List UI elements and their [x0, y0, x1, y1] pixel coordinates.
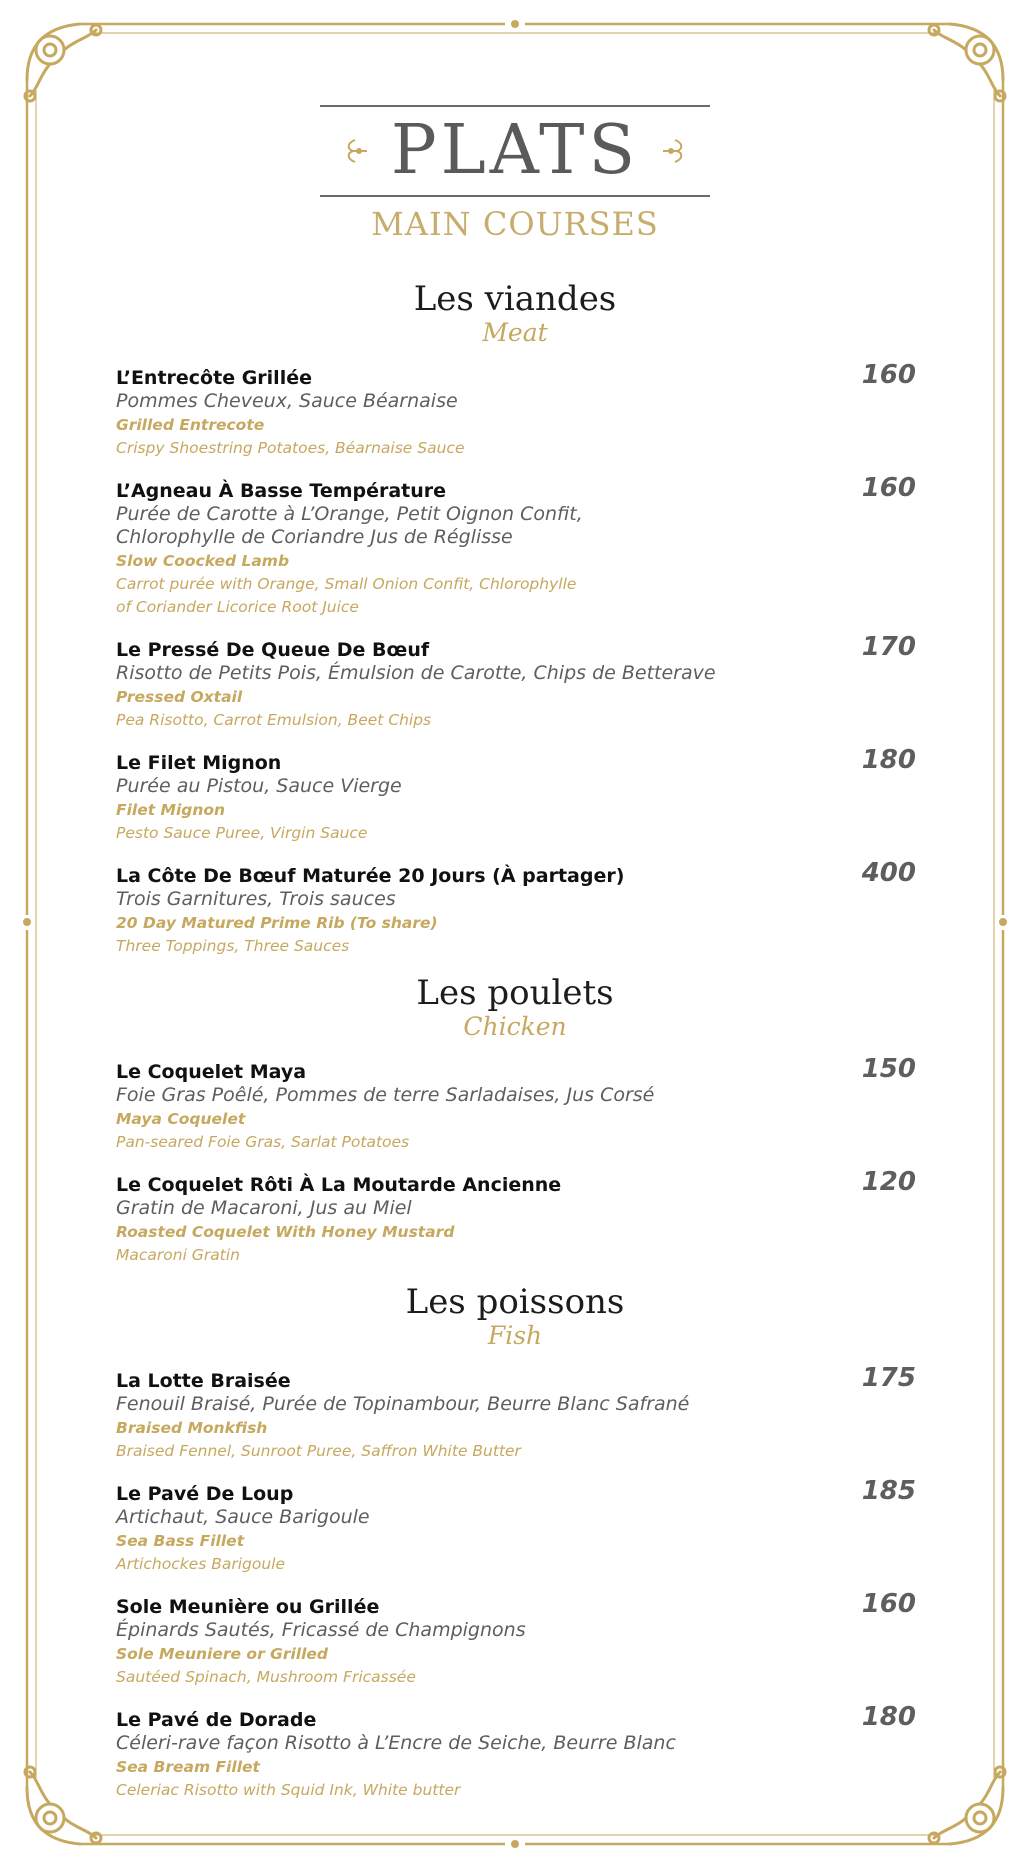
- section-title-en: Meat: [482, 318, 548, 347]
- item-description: Pommes Cheveux, Sauce Béarnaise: [116, 390, 458, 412]
- menu-item: [116, 1167, 916, 1267]
- item-description-en: Artichockes Barigoule: [116, 1555, 286, 1573]
- item-name-en: Sea Bass Fillet: [116, 1532, 245, 1550]
- item-description: Risotto de Petits Pois, Émulsion de Carotte, Chips de Betterave: [116, 662, 716, 684]
- menu-item: [116, 473, 916, 619]
- page-title: PLATS: [390, 111, 640, 190]
- menu-item: [116, 360, 916, 460]
- item-name: L’Agneau À Basse Température: [116, 480, 447, 502]
- item-description-en: Braised Fennel, Sunroot Puree, Saffron White Butter: [116, 1442, 521, 1460]
- item-description-en: Carrot purée with Orange, Small Onion Confit, Chlorophylle of Coriander Licorice Root Juice: [116, 575, 577, 616]
- item-description: Fenouil Braisé, Purée de Topinambour, Beurre Blanc Safrané: [116, 1393, 690, 1415]
- item-price: 185: [861, 1476, 916, 1506]
- item-description-en: Sautéed Spinach, Mushroom Fricassée: [116, 1668, 416, 1686]
- item-name: Le Filet Mignon: [116, 752, 282, 774]
- section-heading-meat: [0, 280, 1030, 348]
- item-name-en: Maya Coquelet: [116, 1110, 246, 1128]
- title-row: [320, 107, 710, 195]
- item-price: 120: [861, 1167, 916, 1197]
- item-name: Le Pavé de Dorade: [116, 1709, 317, 1731]
- menu-item: [116, 1476, 916, 1576]
- item-name: La Côte De Bœuf Maturée 20 Jours (À partager): [116, 865, 625, 887]
- item-name: Sole Meunière ou Grillée: [116, 1596, 380, 1618]
- item-description: Purée au Pistou, Sauce Vierge: [116, 775, 402, 797]
- item-description-en: Three Toppings, Three Sauces: [116, 937, 350, 955]
- item-price: 160: [861, 1589, 916, 1619]
- item-name: L’Entrecôte Grillée: [116, 367, 312, 389]
- item-name-en: Grilled Entrecote: [116, 416, 265, 434]
- section-title-fr: Les poulets: [416, 973, 614, 1013]
- menu-item: [116, 1702, 916, 1802]
- item-description: Trois Garnitures, Trois sauces: [116, 888, 396, 910]
- item-description: Artichaut, Sauce Barigoule: [116, 1506, 370, 1528]
- menu-item: [116, 1054, 916, 1154]
- menu-item: [116, 745, 916, 845]
- item-description: Céleri-rave façon Risotto à L’Encre de Seiche, Beurre Blanc: [116, 1732, 676, 1754]
- item-name-en: Filet Mignon: [116, 801, 226, 819]
- item-description-en: Crispy Shoestring Potatoes, Béarnaise Sauce: [116, 439, 465, 457]
- flourish-right-icon: [661, 137, 689, 165]
- page-subtitle: MAIN COURSES: [371, 205, 659, 243]
- item-name-en: Sole Meuniere or Grilled: [116, 1645, 329, 1663]
- item-price: 150: [861, 1054, 916, 1084]
- item-description: Foie Gras Poêlé, Pommes de terre Sarladaises, Jus Corsé: [116, 1084, 655, 1106]
- corner-ornament-bottom-left: [25, 1767, 101, 1844]
- item-description-en: Pan-seared Foie Gras, Sarlat Potatoes: [116, 1133, 410, 1151]
- item-name: Le Coquelet Rôti À La Moutarde Ancienne: [116, 1174, 562, 1196]
- menu-item: [116, 1363, 916, 1463]
- item-name-en: Roasted Coquelet With Honey Mustard: [116, 1223, 455, 1241]
- section-heading-fish: [0, 1283, 1030, 1351]
- section-title-fr: Les poissons: [405, 1282, 625, 1322]
- item-name-en: Slow Coocked Lamb: [116, 552, 290, 570]
- corner-ornament-top-left: [25, 24, 101, 101]
- item-description-en: Pesto Sauce Puree, Virgin Sauce: [116, 824, 368, 842]
- menu-item: [116, 632, 916, 732]
- item-name-en: Pressed Oxtail: [116, 688, 243, 706]
- item-name-en: Braised Monkfish: [116, 1419, 268, 1437]
- item-description: Purée de Carotte à L’Orange, Petit Oignon Confit, Chlorophylle de Coriandre Jus de Réglisse: [116, 503, 583, 548]
- item-name: Le Pavé De Loup: [116, 1483, 294, 1505]
- section-heading-chicken: [0, 974, 1030, 1042]
- corner-ornament-top-right: [929, 24, 1005, 101]
- item-price: 400: [861, 858, 916, 888]
- item-price: 170: [861, 632, 916, 662]
- menu-item: [116, 858, 916, 958]
- item-name: La Lotte Braisée: [116, 1370, 291, 1392]
- section-title-en: Chicken: [463, 1012, 567, 1041]
- section-title-fr: Les viandes: [413, 279, 617, 319]
- corner-ornament-bottom-right: [929, 1767, 1005, 1844]
- item-price: 175: [861, 1363, 916, 1393]
- item-description: Épinards Sautés, Fricassé de Champignons: [116, 1619, 526, 1641]
- item-description: Gratin de Macaroni, Jus au Miel: [116, 1197, 412, 1219]
- item-name-en: Sea Bream Fillet: [116, 1758, 260, 1776]
- item-description-en: Macaroni Gratin: [116, 1246, 240, 1264]
- menu-header: [320, 105, 710, 243]
- item-name-en: 20 Day Matured Prime Rib (To share): [116, 914, 438, 932]
- item-name: Le Pressé De Queue De Bœuf: [116, 639, 430, 661]
- menu-item: [116, 1589, 916, 1689]
- item-price: 180: [861, 745, 916, 775]
- item-name: Le Coquelet Maya: [116, 1061, 307, 1083]
- item-price: 180: [861, 1702, 916, 1732]
- item-description-en: Celeriac Risotto with Squid Ink, White butter: [116, 1781, 461, 1799]
- header-bottom-rule: [320, 195, 710, 197]
- section-title-en: Fish: [487, 1321, 543, 1350]
- flourish-left-icon: [341, 137, 369, 165]
- item-price: 160: [861, 473, 916, 503]
- item-description-en: Pea Risotto, Carrot Emulsion, Beet Chips: [116, 711, 432, 729]
- item-price: 160: [861, 360, 916, 390]
